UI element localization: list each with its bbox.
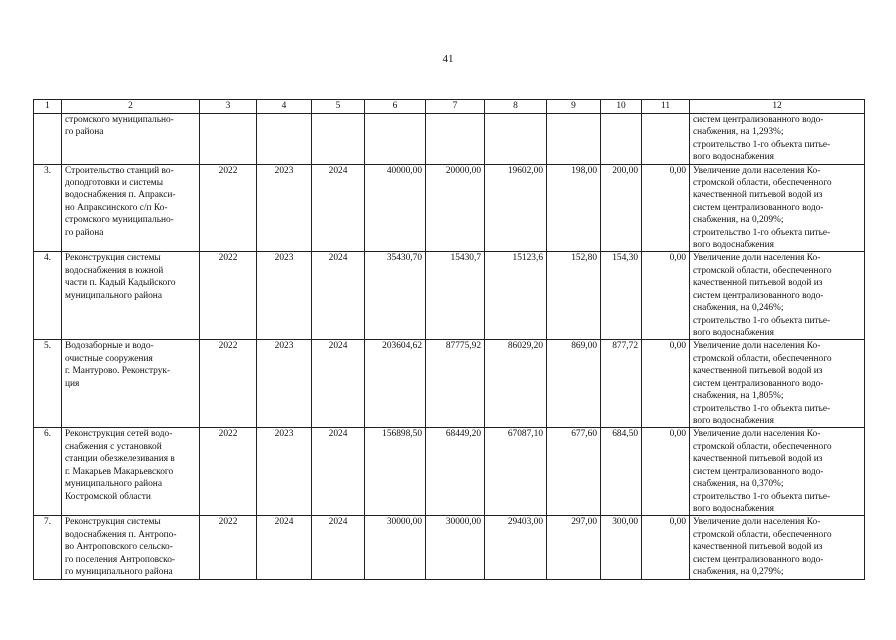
- project-name: Реконструкция системы водоснабжения в южной части п. Кадый Кадыйского муниципального района: [62, 252, 200, 340]
- cost-total: 35430,70: [365, 252, 426, 340]
- table-row: [34, 516, 865, 579]
- cost-total: 40000,00: [365, 164, 426, 252]
- year-mid: 2023: [257, 340, 312, 428]
- year-mid: 2023: [257, 164, 312, 252]
- cost-col7: 20000,00: [426, 164, 485, 252]
- row-number: 7.: [34, 516, 62, 579]
- cost-col11: 0,00: [642, 428, 690, 516]
- year-start: 2022: [200, 428, 257, 516]
- year-end: 2024: [312, 164, 365, 252]
- column-header: 7: [426, 100, 485, 114]
- year-start: 2022: [200, 516, 257, 579]
- cost-col8: 86029,20: [485, 340, 547, 428]
- cost-total: 156898,50: [365, 428, 426, 516]
- cost-col11: [642, 114, 690, 165]
- row-number: 5.: [34, 340, 62, 428]
- project-name: Реконструкция системы водоснабжения п. Антропо- во Антроповского сельско- го поселения Антроповско- го муниципального района: [62, 516, 200, 579]
- column-header: 10: [601, 100, 642, 114]
- year-end: 2024: [312, 428, 365, 516]
- cost-col9: 677,60: [547, 428, 601, 516]
- year-mid: [257, 114, 312, 165]
- table-row: [34, 114, 865, 165]
- table-row: [34, 164, 865, 252]
- cost-col7: 30000,00: [426, 516, 485, 579]
- cost-col8: 15123,6: [485, 252, 547, 340]
- column-header: 8: [485, 100, 547, 114]
- cost-col9: 152,80: [547, 252, 601, 340]
- cost-col10: 154,30: [601, 252, 642, 340]
- cost-col9: [547, 114, 601, 165]
- project-name: стромского муниципально- го района: [62, 114, 200, 165]
- column-header: 12: [690, 100, 865, 114]
- year-end: [312, 114, 365, 165]
- year-end: 2024: [312, 516, 365, 579]
- cost-col8: 67087,10: [485, 428, 547, 516]
- cost-col8: [485, 114, 547, 165]
- expected-result: Увеличение доли населения Ко- стромской области, обеспеченного качественной питьевой водой из систем централизованного водо- снабжения, на 0,209%; строительство 1-го объекта питье- вого водоснабжения: [690, 164, 865, 252]
- year-mid: 2023: [257, 428, 312, 516]
- year-end: 2024: [312, 340, 365, 428]
- column-header: 1: [34, 100, 62, 114]
- year-mid: 2024: [257, 516, 312, 579]
- column-header: 6: [365, 100, 426, 114]
- cost-total: 203604,62: [365, 340, 426, 428]
- expected-result: Увеличение доли населения Ко- стромской области, обеспеченного качественной питьевой водой из систем централизованного водо- снабжения, на 1,805%; строительство 1-го объекта питье- вого водоснабжения: [690, 340, 865, 428]
- cost-col10: [601, 114, 642, 165]
- cost-col8: 29403,00: [485, 516, 547, 579]
- table-row: [34, 252, 865, 340]
- column-header: 4: [257, 100, 312, 114]
- table-row: [34, 340, 865, 428]
- row-number: 3.: [34, 164, 62, 252]
- cost-col10: 684,50: [601, 428, 642, 516]
- column-header: 3: [200, 100, 257, 114]
- program-table: [33, 99, 865, 580]
- cost-col9: 869,00: [547, 340, 601, 428]
- project-name: Строительство станций во- доподготовки и системы водоснабжения п. Апракси- но Апраксинского с/п Ко- стромского муниципально- го района: [62, 164, 200, 252]
- cost-col11: 0,00: [642, 516, 690, 579]
- cost-col8: 19602,00: [485, 164, 547, 252]
- expected-result: Увеличение доли населения Ко- стромской области, обеспеченного качественной питьевой водой из систем централизованного водо- снабжения, на 0,279%;: [690, 516, 865, 579]
- year-mid: 2023: [257, 252, 312, 340]
- cost-total: 30000,00: [365, 516, 426, 579]
- expected-result: Увеличение доли населения Ко- стромской области, обеспеченного качественной питьевой водой из систем централизованного водо- снабжения, на 0,370%; строительство 1-го объекта питье- вого водоснабжения: [690, 428, 865, 516]
- cost-col10: 200,00: [601, 164, 642, 252]
- column-header: 5: [312, 100, 365, 114]
- cost-col9: 198,00: [547, 164, 601, 252]
- year-end: 2024: [312, 252, 365, 340]
- cost-col7: 68449,20: [426, 428, 485, 516]
- project-name: Водозаборные и водо- очистные сооружения г. Мантурово. Реконструк- ция: [62, 340, 200, 428]
- column-header: 11: [642, 100, 690, 114]
- year-start: 2022: [200, 164, 257, 252]
- column-header: 9: [547, 100, 601, 114]
- year-start: 2022: [200, 252, 257, 340]
- header-row: [34, 100, 865, 114]
- cost-col11: 0,00: [642, 252, 690, 340]
- cost-col7: 87775,92: [426, 340, 485, 428]
- column-header: 2: [62, 100, 200, 114]
- expected-result: Увеличение доли населения Ко- стромской области, обеспеченного качественной питьевой водой из систем централизованного водо- снабжения, на 0,246%; строительство 1-го объекта питье- вого водоснабжения: [690, 252, 865, 340]
- project-name: Реконструкция сетей водо- снабжения с установкой станции обезжелезивания в г. Макарьев Макарьевского муниципального района Костромской области: [62, 428, 200, 516]
- table-row: [34, 428, 865, 516]
- cost-col10: 877,72: [601, 340, 642, 428]
- row-number: [34, 114, 62, 165]
- row-number: 6.: [34, 428, 62, 516]
- year-start: [200, 114, 257, 165]
- expected-result: систем централизованного водо- снабжения, на 1,293%; строительство 1-го объекта питье- вого водоснабжения: [690, 114, 865, 165]
- cost-col7: [426, 114, 485, 165]
- cost-total: [365, 114, 426, 165]
- year-start: 2022: [200, 340, 257, 428]
- cost-col7: 15430,7: [426, 252, 485, 340]
- cost-col9: 297,00: [547, 516, 601, 579]
- cost-col11: 0,00: [642, 164, 690, 252]
- cost-col11: 0,00: [642, 340, 690, 428]
- page-number: 41: [442, 53, 454, 65]
- row-number: 4.: [34, 252, 62, 340]
- cost-col10: 300,00: [601, 516, 642, 579]
